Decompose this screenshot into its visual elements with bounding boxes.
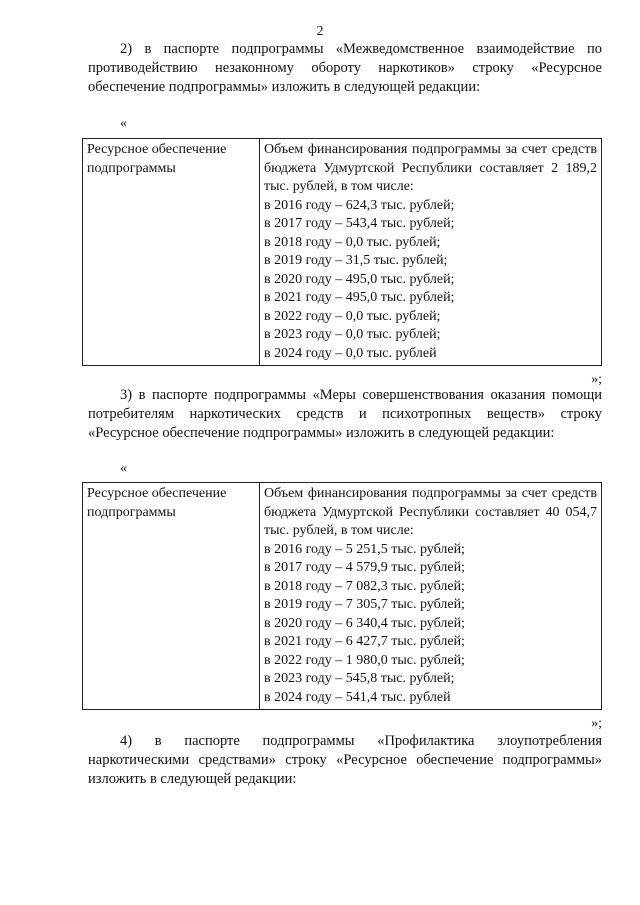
year-line-2017: в 2017 году – 4 579,9 тыс. рублей; — [264, 560, 465, 575]
year-line-2021: в 2021 году – 6 427,7 тыс. рублей; — [264, 634, 465, 649]
year-line-2016: в 2016 году – 5 251,5 тыс. рублей; — [264, 541, 465, 557]
row-label-cell: Ресурсное обеспечение подпрограммы — [83, 139, 260, 366]
open-quote: « — [120, 461, 127, 476]
resource-table-3 — [82, 482, 602, 710]
year-line-2018: в 2018 году – 0,0 тыс. рублей; — [264, 234, 441, 250]
year-line-2024: в 2024 году – 541,4 тыс. рублей — [264, 689, 451, 705]
open-quote: « — [120, 116, 127, 131]
year-line-2023: в 2023 году – 545,8 тыс. рублей; — [264, 671, 455, 686]
year-line-2020: в 2020 году – 495,0 тыс. рублей; — [264, 271, 455, 287]
paragraph-item-4: 4) в паспорте подпрограммы «Профилактика злоупотребления наркотическими средствами» строку «Ресурсное обеспечение подпрограммы» изложить в следующей редакции: — [88, 733, 602, 787]
row-label-cell: Ресурсное обеспечение подпрограммы — [83, 483, 260, 710]
year-line-2019: в 2019 году – 31,5 тыс. рублей; — [264, 253, 448, 268]
resource-table-2 — [82, 138, 602, 366]
table-row — [83, 139, 602, 366]
year-line-2020: в 2020 году – 6 340,4 тыс. рублей; — [264, 615, 465, 631]
year-line-2024: в 2024 году – 0,0 тыс. рублей — [264, 345, 437, 361]
table-row — [83, 483, 602, 710]
year-line-2019: в 2019 году – 7 305,7 тыс. рублей; — [264, 597, 465, 612]
funding-cell — [260, 483, 602, 710]
funding-summary: Объем финансирования подпрограммы за счет средств бюджета Удмуртской Республики составляет 2 189,2 тыс. рублей, в том числе: — [264, 142, 597, 194]
year-line-2023: в 2023 году – 0,0 тыс. рублей; — [264, 327, 441, 342]
year-line-2016: в 2016 году – 624,3 тыс. рублей; — [264, 197, 455, 213]
close-quote: »; — [591, 372, 602, 387]
paragraph-item-3: 3) в паспорте подпрограммы «Меры совершенствования оказания помощи потребителям наркотических средств и психотропных веществ» строку «Ресурсное обеспечение подпрограммы» изложить в следующей редакции: — [88, 387, 602, 441]
year-line-2018: в 2018 году – 7 082,3 тыс. рублей; — [264, 578, 465, 594]
year-line-2017: в 2017 году – 543,4 тыс. рублей; — [264, 216, 455, 231]
page-number: 2 — [316, 24, 324, 39]
close-quote: »; — [591, 716, 602, 731]
funding-cell — [260, 139, 602, 366]
year-line-2022: в 2022 году – 1 980,0 тыс. рублей; — [264, 652, 465, 668]
funding-summary: Объем финансирования подпрограммы за счет средств бюджета Удмуртской Республики составляет 40 054,7 тыс. рублей, в том числе: — [264, 486, 597, 538]
year-line-2021: в 2021 году – 495,0 тыс. рублей; — [264, 290, 455, 305]
paragraph-item-2: 2) в паспорте подпрограммы «Межведомственное взаимодействие по противодействию незаконному обороту наркотиков» строку «Ресурсное обеспечение подпрограммы» изложить в следующей редакции: — [88, 41, 602, 95]
year-line-2022: в 2022 году – 0,0 тыс. рублей; — [264, 308, 441, 324]
